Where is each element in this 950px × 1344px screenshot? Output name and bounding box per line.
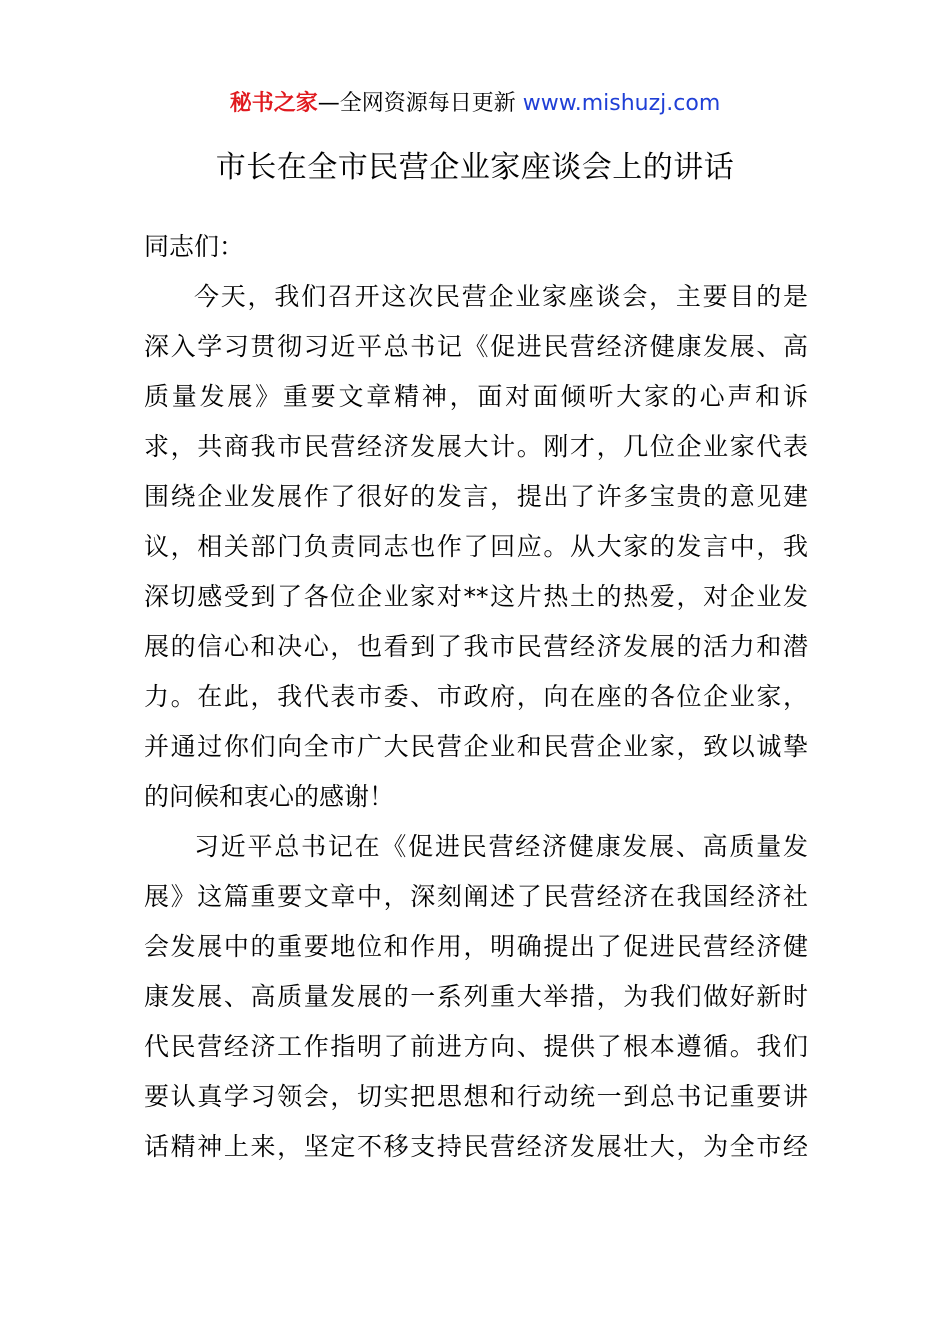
text-line: 要认真学习领会，切实把思想和行动统一到总书记重要讲 xyxy=(144,1082,808,1111)
text-line: 展》这篇重要文章中，深刻阐述了民营经济在我国经济社 xyxy=(144,882,808,911)
text-line: 求，共商我市民营经济发展大计。刚才，几位企业家代表 xyxy=(144,432,808,461)
document-body xyxy=(144,222,808,1172)
salutation: 同志们： xyxy=(144,232,245,261)
text-line: 习近平总书记在《促进民营经济健康发展、高质量发 xyxy=(194,832,808,861)
text-line: 康发展、高质量发展的一系列重大举措，为我们做好新时 xyxy=(144,982,808,1011)
site-banner xyxy=(0,88,950,120)
text-line: 展的信心和决心，也看到了我市民营经济发展的活力和潜 xyxy=(144,632,808,661)
text-line: 围绕企业发展作了很好的发言，提出了许多宝贵的意见建 xyxy=(144,482,808,511)
text-line: 今天，我们召开这次民营企业家座谈会，主要目的是 xyxy=(194,282,808,311)
text-line: 深入学习贯彻习近平总书记《促进民营经济健康发展、高 xyxy=(144,332,808,361)
text-line: 会发展中的重要地位和作用，明确提出了促进民营经济健 xyxy=(144,932,808,961)
document-title: 市长在全市民营企业家座谈会上的讲话 xyxy=(215,150,735,185)
text-line: 质量发展》重要文章精神，面对面倾听大家的心声和诉 xyxy=(144,382,808,411)
banner-brand: 秘书之家 xyxy=(229,91,318,116)
text-line: 力。在此，我代表市委、市政府，向在座的各位企业家， xyxy=(144,682,808,711)
text-line: 代民营经济工作指明了前进方向、提供了根本遵循。我们 xyxy=(144,1032,808,1061)
text-line: 并通过你们向全市广大民营企业和民营企业家，致以诚挚 xyxy=(144,732,808,761)
text-line: 的问候和衷心的感谢！ xyxy=(144,782,395,811)
banner-url-link[interactable]: www.mishuzj.com xyxy=(522,91,721,116)
text-line: 议，相关部门负责同志也作了回应。从大家的发言中，我 xyxy=(144,532,808,561)
banner-tagline: —全网资源每日更新 xyxy=(317,91,523,116)
text-line: 深切感受到了各位企业家对**这片热土的热爱，对企业发 xyxy=(144,582,808,611)
text-line: 话精神上来，坚定不移支持民营经济发展壮大，为全市经 xyxy=(144,1132,808,1161)
